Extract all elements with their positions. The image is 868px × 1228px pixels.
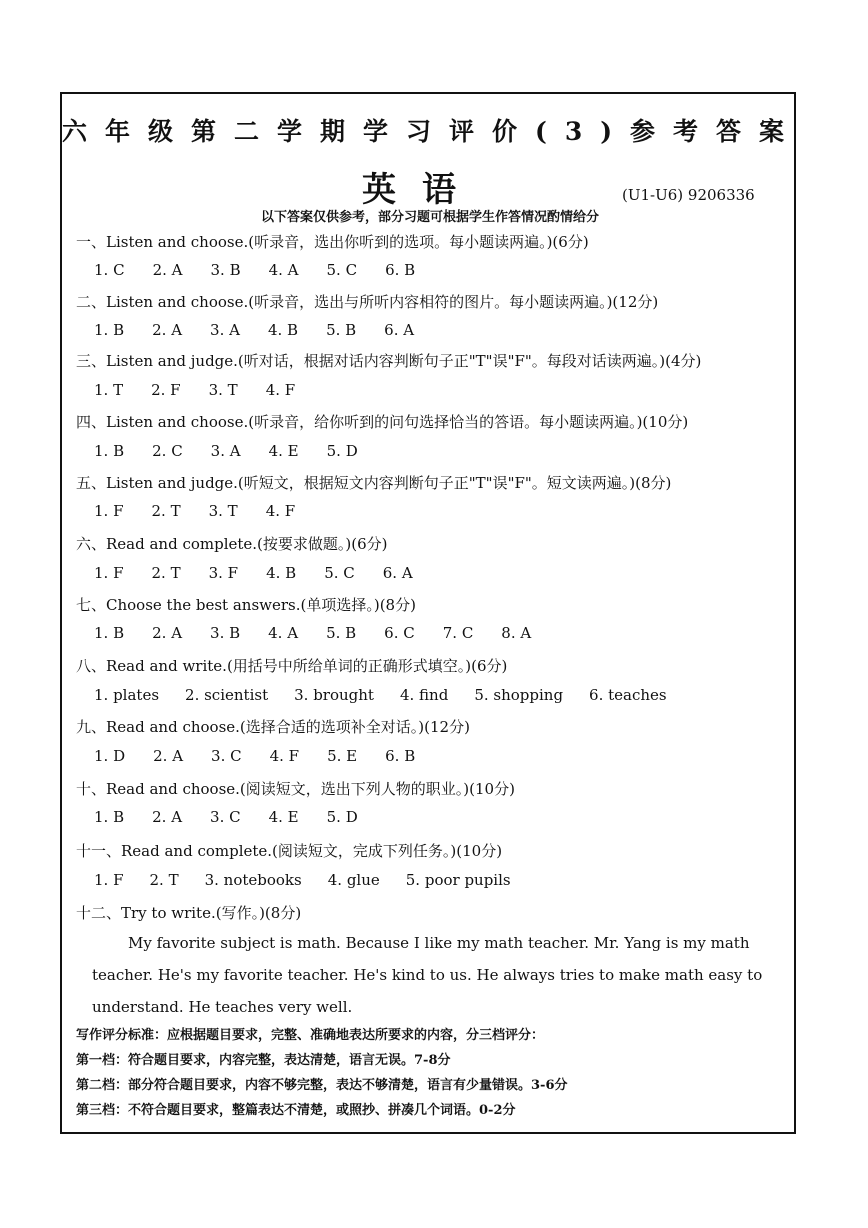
answer-row [94,442,386,460]
answer-row [94,502,323,520]
answer-row [94,747,443,765]
answer-item: 5. C [326,261,358,279]
section-heading: 九、Read and choose.(选择合适的选项补全对话。)(12分) [76,718,470,736]
page-title: 六年级第二学期学习评价(3)参考答案 [62,117,803,146]
answer-item: 4. B [267,321,299,339]
answer-item: 3. brought [294,686,374,704]
answer-item: 4. F [265,381,296,399]
answer-item: 6. C [384,624,415,642]
answer-item: 3. F [208,564,239,582]
section-heading: 七、Choose the best answers.(单项选择。)(8分) [76,596,416,614]
answer-item: 2. F [151,381,181,399]
answer-item: 4. A [268,624,299,642]
answer-row [94,808,386,826]
answer-item: 6. B [385,747,416,765]
answer-item: 1. F [94,871,124,889]
answer-item: 2. A [152,261,183,279]
answer-item: 2. T [151,502,181,520]
answer-sheet-frame [60,92,803,1134]
answer-item: 1. B [94,321,125,339]
answer-item: 3. A [210,442,241,460]
section-heading: 八、Read and write.(用括号中所给单词的正确形式填空。)(6分) [76,657,508,675]
answer-item: 6. teaches [589,686,667,704]
section-heading: 十二、Try to write.(写作。)(8分) [76,904,302,922]
answer-item: 2. C [152,442,183,460]
answer-item: 6. B [385,261,416,279]
essay-text: My favorite subject is math. Because I like my math teacher. Mr. Yang is my math teacher. He's my favorite teacher. He's kind to us. He always tries to make math easy to understand. He teaches very well. [92,934,763,1016]
section-heading: 一、Listen and choose.(听录音，选出你听到的选项。每小题读两遍。)(6分) [76,233,589,251]
criteria-level-1: 第一档：符合题目要求，内容完整，表达清楚，语言无误。7-8分 [76,1053,451,1068]
unit-code: (U1-U6) 9206336 [622,186,755,204]
answer-item: 4. F [269,747,300,765]
section-heading: 十一、Read and complete.(阅读短文，完成下列任务。)(10分) [76,842,503,860]
answer-item: 3. notebooks [204,871,302,889]
answer-item: 4. A [268,261,299,279]
answer-item: 3. A [210,321,240,339]
section-heading: 十、Read and choose.(阅读短文，选出下列人物的职业。)(10分) [76,780,515,798]
answer-row [94,686,693,704]
answer-item: 6. A [384,321,415,339]
answer-item: 2. A [152,808,183,826]
answer-item: 1. C [94,261,125,279]
answer-item: 1. D [94,747,126,765]
answer-item: 1. B [94,442,125,460]
answer-item: 2. T [151,564,181,582]
answer-item: 5. shopping [474,686,564,704]
subject-title: 英语 [362,170,482,210]
answer-item: 1. F [94,502,124,520]
answer-item: 2. A [152,321,183,339]
answer-item: 6. A [382,564,413,582]
answer-item: 3. C [210,808,241,826]
section-heading: 四、Listen and choose.(听录音，给你听到的问句选择恰当的答语。每小题读两遍。)(10分) [76,413,689,431]
answer-item: 5. poor pupils [405,871,511,889]
answer-item: 3. C [211,747,242,765]
answer-item: 1. B [94,624,125,642]
answer-row [94,871,537,889]
scoring-notice: 以下答案仅供参考，部分习题可根据学生作答情况酌情给分 [260,210,599,225]
answer-item: 5. D [326,442,358,460]
answer-item: 2. T [149,871,179,889]
answer-item: 4. F [265,502,296,520]
answer-item: 1. T [94,381,124,399]
answer-item: 5. D [326,808,358,826]
answer-item: 7. C [442,624,474,642]
answer-item: 4. find [399,686,449,704]
answer-item: 4. E [268,808,299,826]
section-heading: 三、Listen and judge.(听对话，根据对话内容判断句子正"T"误"F"。每段对话读两遍。)(4分) [76,352,702,370]
answer-row [94,261,443,279]
answer-row [94,564,441,582]
answer-item: 2. A [153,747,184,765]
answer-row [94,381,323,399]
answer-row [94,624,559,642]
answer-item: 4. B [266,564,297,582]
answer-item: 5. B [326,624,357,642]
criteria-level-2: 第二档：部分符合题目要求，内容不够完整，表达不够清楚，语言有少量错误。3-6分 [76,1078,568,1093]
answer-item: 8. A [501,624,532,642]
answer-item: 2. A [152,624,183,642]
criteria-level-3: 第三档：不符合题目要求，整篇表达不清楚，或照抄、拼凑几个词语。0-2分 [76,1103,516,1118]
answer-item: 3. B [210,261,241,279]
section-heading: 六、Read and complete.(按要求做题。)(6分) [76,535,388,553]
answer-item: 1. plates [94,686,160,704]
answer-item: 5. E [327,747,358,765]
answer-item: 1. F [94,564,124,582]
answer-item: 3. T [208,502,238,520]
answer-item: 5. B [326,321,357,339]
answer-item: 4. glue [327,871,380,889]
answer-item: 5. C [324,564,355,582]
answer-item: 4. E [268,442,299,460]
criteria-intro: 写作评分标准：应根据题目要求，完整、准确地表达所要求的内容，分三档评分： [76,1028,545,1043]
answer-row [94,321,442,339]
answer-item: 3. B [210,624,241,642]
section-heading: 五、Listen and judge.(听短文，根据短文内容判断句子正"T"误"F"。短文读两遍。)(8分) [76,474,672,492]
answer-item: 1. B [94,808,125,826]
section-heading: 二、Listen and choose.(听录音，选出与所听内容相符的图片。每小题读两遍。)(12分) [76,293,659,311]
answer-item: 2. scientist [185,686,269,704]
answer-item: 3. T [208,381,238,399]
sample-essay [92,927,782,1023]
